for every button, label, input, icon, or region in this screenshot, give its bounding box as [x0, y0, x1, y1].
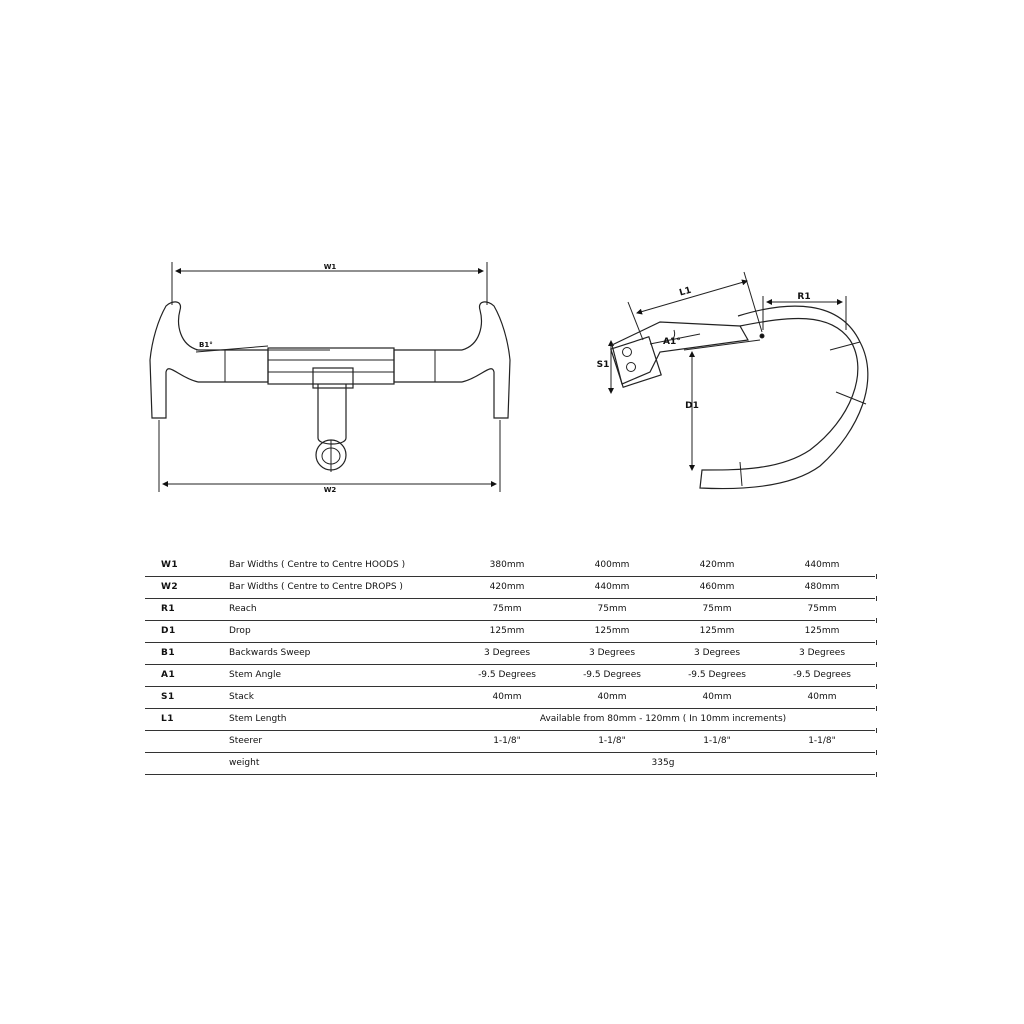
l1-label: L1 — [678, 285, 693, 299]
spec-param: Backwards Sweep — [229, 648, 311, 658]
right-top — [394, 350, 462, 382]
spec-code: R1 — [161, 604, 176, 614]
spec-param: Bar Widths ( Centre to Centre HOODS ) — [229, 560, 406, 570]
spec-value: 400mm — [594, 560, 630, 570]
right-drop — [462, 302, 510, 418]
spec-value: 3 Degrees — [588, 648, 636, 658]
faceplate-bolt-bottom — [627, 363, 636, 372]
spec-value: 40mm — [492, 692, 522, 702]
spec-row-d1 — [145, 621, 875, 643]
row-end-tick — [876, 640, 877, 645]
spec-code: S1 — [161, 692, 175, 702]
spec-row-b1 — [145, 643, 875, 665]
row-end-tick — [876, 618, 877, 623]
faceplate-bolt-top — [623, 348, 632, 357]
stem-side — [612, 322, 748, 384]
spec-code: D1 — [161, 626, 176, 636]
spec-param: Steerer — [229, 736, 263, 746]
row-end-tick — [876, 728, 877, 733]
row-end-tick — [876, 596, 877, 601]
front-view — [150, 262, 510, 492]
spec-table — [145, 555, 875, 775]
spec-param: Stem Angle — [229, 670, 282, 680]
spec-row-steerer — [145, 731, 875, 753]
row-end-tick — [876, 750, 877, 755]
spec-span-value: 335g — [651, 758, 675, 768]
spec-param: Stack — [229, 692, 254, 702]
spec-value: -9.5 Degrees — [583, 670, 641, 680]
spec-row-weight — [145, 753, 875, 775]
spec-value: 75mm — [597, 604, 627, 614]
s1-label: S1 — [596, 360, 610, 370]
left-top — [198, 350, 268, 382]
spec-value: 440mm — [594, 582, 630, 592]
spec-value: 1-1/8" — [703, 736, 731, 746]
bar-grip-band-2 — [836, 392, 866, 404]
spec-value: 40mm — [597, 692, 627, 702]
spec-code: L1 — [161, 714, 174, 724]
spec-value: 1-1/8" — [808, 736, 836, 746]
spec-span-value: Available from 80mm - 120mm ( In 10mm increments) — [539, 714, 787, 724]
spec-param: Drop — [229, 626, 251, 636]
row-end-tick — [876, 662, 877, 667]
spec-value: -9.5 Degrees — [793, 670, 851, 680]
spec-code: B1 — [161, 648, 176, 658]
spec-value: 125mm — [699, 626, 735, 636]
spec-value: 420mm — [489, 582, 525, 592]
spec-value: 3 Degrees — [483, 648, 531, 658]
spec-value: 440mm — [804, 560, 840, 570]
spec-param: Reach — [229, 604, 257, 614]
spec-value: -9.5 Degrees — [478, 670, 536, 680]
center-clamp-section — [268, 348, 394, 384]
stem-faceplate — [611, 337, 661, 387]
spec-code: W2 — [161, 582, 179, 592]
w1-label: W1 — [323, 263, 337, 271]
spec-param: Stem Length — [229, 714, 287, 724]
spec-code: W1 — [161, 560, 179, 570]
row-end-tick — [876, 684, 877, 689]
spec-value: 480mm — [804, 582, 840, 592]
row-end-tick — [876, 574, 877, 579]
spec-row-a1 — [145, 665, 875, 687]
spec-value: 40mm — [807, 692, 837, 702]
spec-value: 380mm — [489, 560, 525, 570]
spec-value: -9.5 Degrees — [688, 670, 746, 680]
spec-value: 3 Degrees — [693, 648, 741, 658]
d1-label: D1 — [685, 401, 699, 411]
bar-grip-band-3 — [740, 462, 742, 486]
spec-code: A1 — [161, 670, 176, 680]
stem-clamp-block — [313, 368, 353, 388]
spec-row-w2 — [145, 577, 875, 599]
spec-row-r1 — [145, 599, 875, 621]
bar-profile — [700, 306, 868, 488]
spec-value: 125mm — [489, 626, 525, 636]
spec-value: 460mm — [699, 582, 735, 592]
spec-value: 1-1/8" — [598, 736, 626, 746]
side-view — [611, 272, 868, 489]
spec-value: 75mm — [702, 604, 732, 614]
bar-grip-band-1 — [830, 342, 860, 350]
spec-value: 420mm — [699, 560, 735, 570]
a1-label: A1° — [663, 337, 681, 347]
spec-param: Bar Widths ( Centre to Centre DROPS ) — [229, 582, 403, 592]
row-end-tick — [876, 772, 877, 777]
spec-value: 40mm — [702, 692, 732, 702]
spec-value: 1-1/8" — [493, 736, 521, 746]
w2-label: W2 — [323, 486, 337, 494]
row-end-tick — [876, 706, 877, 711]
l1-dimension-line — [637, 281, 747, 313]
spec-value: 125mm — [594, 626, 630, 636]
spec-row-w1 — [145, 555, 875, 577]
stem-front — [318, 384, 346, 444]
spec-value: 125mm — [804, 626, 840, 636]
spec-row-s1 — [145, 687, 875, 709]
bar-clamp-center — [760, 334, 764, 338]
spec-row-l1 — [145, 709, 875, 731]
r1-label: R1 — [797, 292, 811, 302]
spec-value: 3 Degrees — [798, 648, 846, 658]
left-drop — [150, 302, 198, 418]
spec-value: 75mm — [492, 604, 522, 614]
b1-label: B1° — [199, 341, 213, 349]
spec-value: 75mm — [807, 604, 837, 614]
spec-param: weight — [229, 758, 260, 768]
d1-extension-top — [684, 340, 760, 350]
